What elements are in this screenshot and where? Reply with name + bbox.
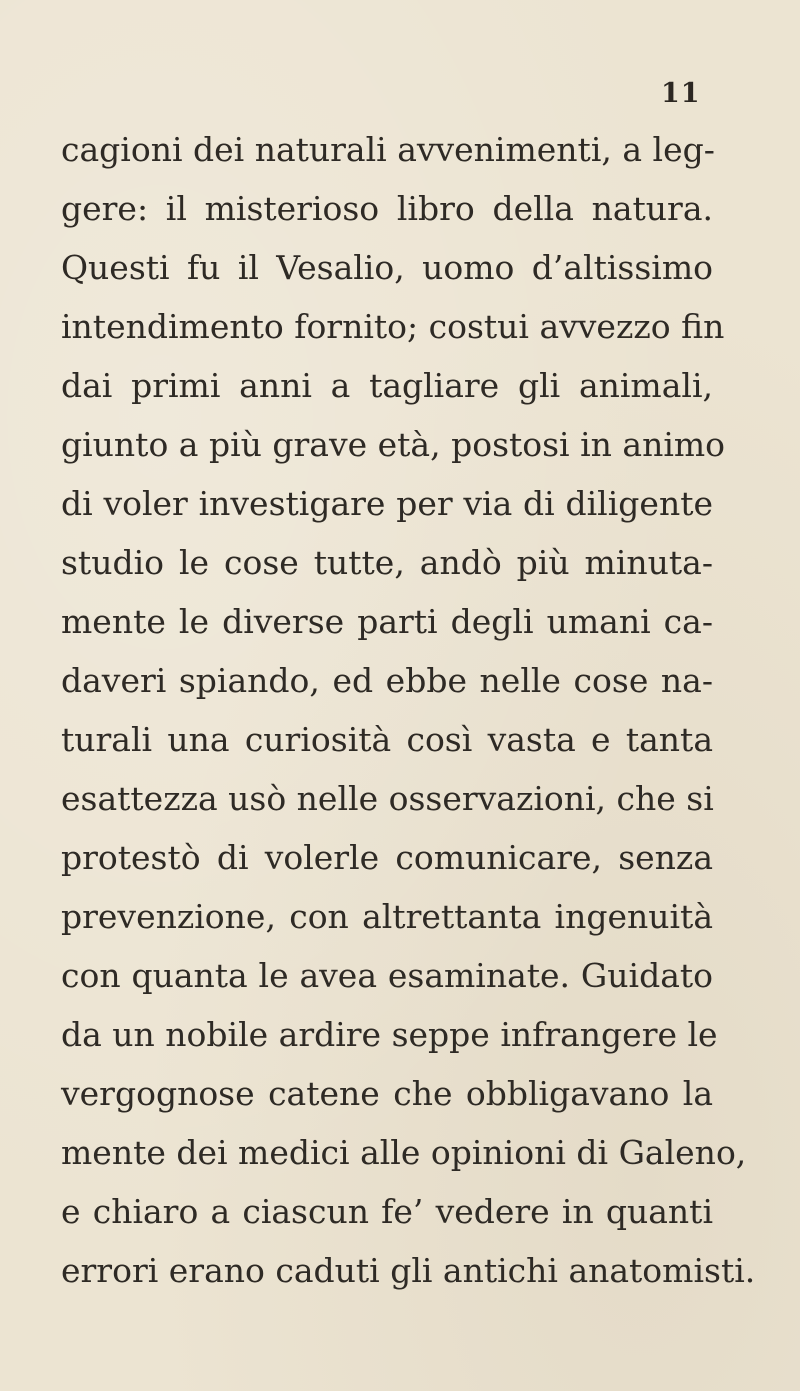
text-line: con quanta le avea esaminate. Guidato: [61, 956, 713, 995]
text-line: vergognose catene che obbligavano la: [61, 1074, 713, 1113]
text-line: cagioni dei naturali avvenimenti, a leg-: [61, 130, 715, 169]
text-line: prevenzione, con altrettanta ingenuità: [61, 897, 713, 936]
text-line: mente dei medici alle opinioni di Galeno,: [61, 1133, 747, 1172]
text-line: dai primi anni a tagliare gli animali,: [61, 366, 713, 405]
text-line: Questi fu il Vesalio, uomo d’altissimo: [61, 248, 713, 287]
text-line: da un nobile ardire seppe infrangere le: [61, 1015, 718, 1054]
page-number: 11: [661, 78, 701, 109]
text-line: gere: il misterioso libro della natura.: [61, 189, 713, 228]
text-line: intendimento fornito; costui avvezzo fin: [61, 307, 725, 346]
body-text: [61, 120, 756, 1300]
text-line: studio le cose tutte, andò più minuta-: [61, 543, 713, 582]
text-line: daveri spiando, ed ebbe nelle cose na-: [61, 661, 713, 700]
text-line: di voler investigare per via di diligente: [61, 484, 713, 523]
text-line: esattezza usò nelle osservazioni, che si: [61, 779, 714, 818]
text-line: protestò di volerle comunicare, senza: [61, 838, 713, 877]
text-line: giunto a più grave età, postosi in animo: [61, 425, 726, 464]
text-line: mente le diverse parti degli umani ca-: [61, 602, 713, 641]
text-line: turali una curiosità così vasta e tanta: [61, 720, 713, 759]
text-line: e chiaro a ciascun fe’ vedere in quanti: [61, 1192, 713, 1231]
text-line: errori erano caduti gli antichi anatomisti.: [61, 1251, 756, 1290]
